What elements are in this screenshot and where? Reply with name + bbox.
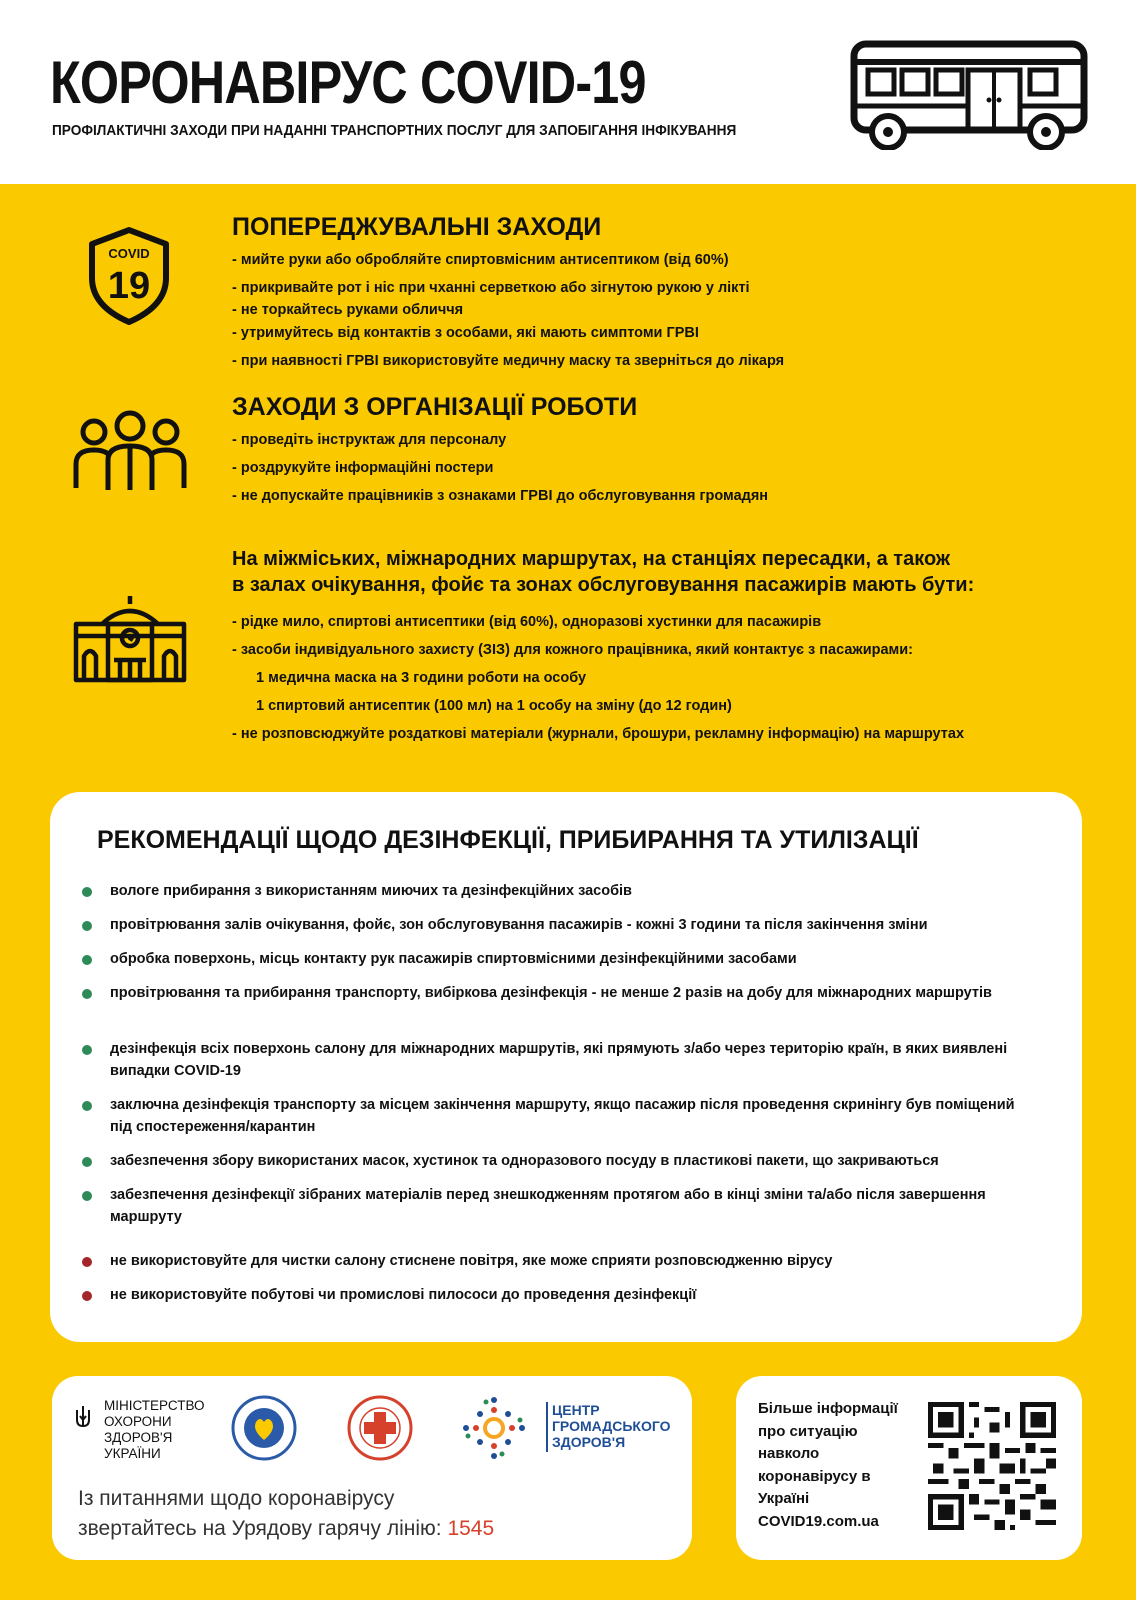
recommendation-item: заключна дезінфекція транспорту за місцем закінчення маршруту, якщо пасажир після проведення скринінгу був поміщений під спостереження/карантин <box>110 1094 1040 1138</box>
stations-item: - засоби індивідуального захисту (ЗІЗ) для кожного працівника, який контактує з пасажирами: <box>232 642 913 658</box>
section-title-organization: ЗАХОДИ З ОРГАНІЗАЦІЇ РОБОТИ <box>232 393 638 421</box>
recommendation-item: забезпечення дезінфекції зібраних матеріалів перед знешкодженням протягом або в кінці зміни та/або після завершення маршруту <box>110 1184 1040 1228</box>
red-bullet-icon <box>82 1291 92 1301</box>
recommendation-item: забезпечення збору використаних масок, хустинок та одноразового посуду в пластикові пакети, що закриваються <box>110 1150 1040 1172</box>
green-bullet-icon <box>82 1191 92 1201</box>
green-bullet-icon <box>82 1157 92 1167</box>
red-cross-logo-icon <box>346 1394 414 1462</box>
preventive-item: - утримуйтесь від контактів з особами, які мають симптоми ГРВІ <box>232 325 699 341</box>
organization-item: - роздрукуйте інформаційні постери <box>232 460 494 476</box>
recommendations-title: РЕКОМЕНДАЦІЇ ЩОДО ДЕЗІНФЕКЦІЇ, ПРИБИРАННЯ ТА УТИЛІЗАЦІЇ <box>97 826 919 854</box>
green-bullet-icon <box>82 1045 92 1055</box>
page-subtitle: ПРОФІЛАКТИЧНІ ЗАХОДИ ПРИ НАДАННІ ТРАНСПОРТНИХ ПОСЛУГ ДЛЯ ЗАПОБІГАННЯ ІНФІКУВАННЯ <box>52 122 737 139</box>
recommendation-item: провітрювання залів очікування, фойє, зон обслуговування пасажирів - кожні 3 години та після закінчення зміни <box>110 914 1040 936</box>
recommendation-item: обробка поверхонь, місць контакту рук пасажирів спиртовмісними дезінфекційними засобами <box>110 948 1040 970</box>
divider <box>546 1402 548 1452</box>
partners-panel <box>52 1376 692 1560</box>
medical-association-logo-icon <box>230 1394 298 1462</box>
svg-text:COVID: COVID <box>108 246 150 261</box>
page-title: КОРОНАВІРУС COVID-19 <box>50 49 646 116</box>
preventive-item: - не торкайтесь руками обличчя <box>232 302 464 318</box>
green-bullet-icon <box>82 955 92 965</box>
recommendation-item: провітрювання та прибирання транспорту, вибіркова дезінфекція - не менше 2 разів на добу для міжнародних маршрутів <box>110 982 1040 1004</box>
stations-subitem: 1 медична маска на 3 години роботи на особу <box>256 670 587 686</box>
more-info-text: Більше інформації про ситуацію навколо коронавірусу в Україні COVID19.com.ua <box>758 1400 898 1530</box>
public-health-center-logo-icon <box>458 1392 530 1464</box>
stations-item: - рідке мило, спиртові антисептики (від 60%), одноразові хустинки для пасажирів <box>232 614 822 630</box>
hotline-text: Із питаннями щодо коронавірусу звертайтесь на Урядову гарячу лінію: 1545 <box>78 1487 495 1540</box>
green-bullet-icon <box>82 921 92 931</box>
qr-code-icon[interactable] <box>928 1402 1056 1530</box>
public-health-center-logo-text: ЦЕНТР ГРОМАДСЬКОГО ЗДОРОВ'Я <box>552 1402 671 1450</box>
station-building-icon <box>72 594 188 684</box>
staff-group-icon <box>72 408 188 492</box>
preventive-item: - прикривайте рот і ніс при чханні серветкою або зігнутою рукою у лікті <box>232 280 750 296</box>
organization-item: - проведіть інструктаж для персоналу <box>232 432 507 448</box>
trident-emblem-icon <box>74 1404 92 1430</box>
more-info-panel <box>736 1376 1082 1560</box>
stations-title-line: На міжміських, міжнародних маршрутах, на станціях пересадки, а також <box>232 548 951 570</box>
preventive-item: - мийте руки або обробляйте спиртовмісним антисептиком (від 60%) <box>232 252 729 268</box>
hotline-number[interactable]: 1545 <box>447 1517 495 1540</box>
recommendation-item: дезінфекція всіх поверхонь салону для міжнародних маршрутів, які прямують з/або через територію країн, в яких виявлені випадки COVID-19 <box>110 1038 1040 1082</box>
warning-item: не використовуйте побутові чи промислові пилососи до проведення дезінфекції <box>110 1284 1040 1306</box>
warning-item: не використовуйте для чистки салону стиснене повітря, яке може сприяти розповсюдженню вірусу <box>110 1250 1040 1272</box>
recommendations-card <box>50 792 1082 1342</box>
green-bullet-icon <box>82 989 92 999</box>
ministry-logo-text: МІНІСТЕРСТВО ОХОРОНИ ЗДОРОВ'Я УКРАЇНИ <box>104 1398 205 1461</box>
green-bullet-icon <box>82 1101 92 1111</box>
recommendation-item: вологе прибирання з використанням миючих та дезінфекційних засобів <box>110 880 1040 902</box>
red-bullet-icon <box>82 1257 92 1267</box>
stations-title-line: в залах очікування, фойє та зонах обслуговування пасажирів мають бути: <box>232 574 975 596</box>
section-title-preventive: ПОПЕРЕДЖУВАЛЬНІ ЗАХОДИ <box>232 213 602 241</box>
stations-item: - не розповсюджуйте роздаткові матеріали (журнали, брошури, рекламну інформацію) на маршрутах <box>232 726 965 742</box>
covid-shield-icon <box>86 226 172 326</box>
svg-text:19: 19 <box>107 265 151 307</box>
preventive-item: - при наявності ГРВІ використовуйте медичну маску та зверніться до лікаря <box>232 353 785 369</box>
bus-icon <box>850 40 1090 150</box>
stations-subitem: 1 спиртовий антисептик (100 мл) на 1 особу на зміну (до 12 годин) <box>256 698 732 714</box>
header <box>0 0 1136 184</box>
green-bullet-icon <box>82 887 92 897</box>
organization-item: - не допускайте працівників з ознаками ГРВІ до обслуговування громадян <box>232 488 769 504</box>
